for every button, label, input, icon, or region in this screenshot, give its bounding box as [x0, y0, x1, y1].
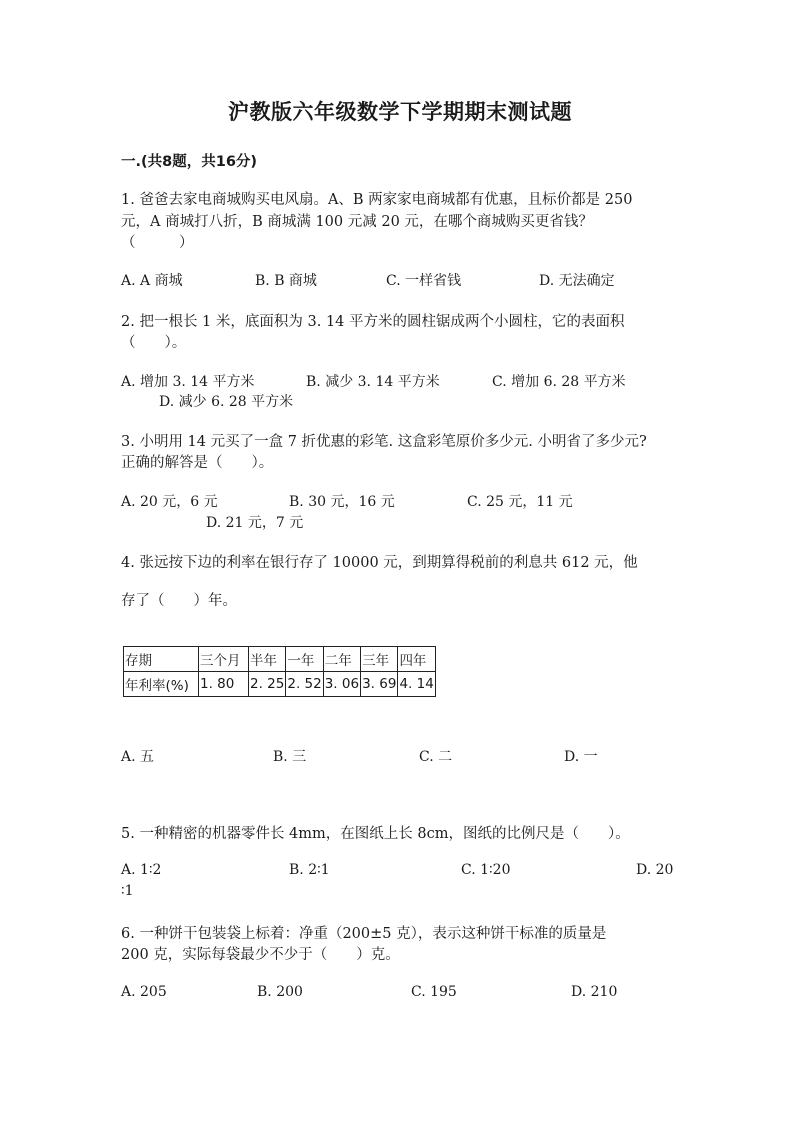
q2-option-b: B. 减少 3. 14 平方米: [306, 374, 440, 390]
q3-option-c: C. 25 元，11 元: [467, 494, 573, 510]
q4-text-line-1: 4. 张远按下边的利率在银行存了 10000 元，到期算得税前的利息共 612 元，他: [121, 555, 638, 571]
table-cell: 年利率(%): [124, 672, 199, 697]
q6-option-d: D. 210: [571, 984, 618, 1000]
q1-option-d: D. 无法确定: [539, 273, 615, 289]
q2-option-a: A. 增加 3. 14 平方米: [121, 374, 255, 390]
q5-option-d-continued: ∶1: [121, 883, 134, 899]
q4-option-b: B. 三: [273, 749, 307, 765]
table-header-cell: 三年: [361, 647, 398, 672]
q1-text-line-3: （ ）: [121, 235, 194, 251]
q3-option-d: D. 21 元，7 元: [206, 515, 304, 531]
q1-text-line-2: 元，A 商城打八折，B 商城满 100 元减 20 元，在哪个商城购买更省钱？: [121, 214, 593, 230]
q6-option-a: A. 205: [121, 984, 167, 1000]
q6-text-line-2: 200 克，实际每袋最少不少于（ ）克。: [121, 947, 400, 963]
q4-option-d: D. 一: [564, 749, 598, 765]
q1-option-c: C. 一样省钱: [386, 273, 462, 289]
q3-option-a: A. 20 元，6 元: [121, 494, 218, 510]
table-cell: 2. 52: [286, 672, 323, 697]
q1-text-line-1: 1. 爸爸去家电商城购买电风扇。A、B 两家家电商城都有优惠，且标价都是 250: [121, 192, 633, 208]
q3-text-line-2: 正确的解答是（ ）。: [121, 455, 274, 471]
q1-option-a: A. A 商城: [121, 273, 183, 289]
table-header-cell: 四年: [398, 647, 435, 672]
table-cell: 3. 06: [323, 672, 360, 697]
table-cell: 3. 69: [361, 672, 398, 697]
q4-option-c: C. 二: [419, 749, 453, 765]
q1-option-b: B. B 商城: [255, 273, 317, 289]
table-row: [124, 672, 436, 697]
q2-option-d: D. 减少 6. 28 平方米: [159, 394, 294, 410]
q3-text-line-1: 3. 小明用 14 元买了一盒 7 折优惠的彩笔. 这盒彩笔原价多少元. 小明省了多少元?: [121, 434, 647, 450]
q2-text-line-2: （ ）。: [121, 335, 187, 351]
q6-text-line-1: 6. 一种饼干包装袋上标着：净重（200±5 克），表示这种饼干标准的质量是: [121, 926, 607, 942]
q5-option-d: D. 20: [636, 862, 674, 878]
q2-option-c: C. 增加 6. 28 平方米: [492, 374, 626, 390]
interest-rate-table: [123, 646, 436, 697]
q5-option-a: A. 1∶2: [121, 862, 162, 878]
table-cell: 1. 80: [199, 672, 249, 697]
table-row: [124, 647, 436, 672]
q2-text-line-1: 2. 把一根长 1 米，底面积为 3. 14 平方米的圆柱锯成两个小圆柱，它的表面积: [121, 314, 625, 330]
q6-option-c: C. 195: [411, 984, 457, 1000]
page-title: 沪教版六年级数学下学期期末测试题: [228, 100, 572, 124]
table-header-cell: 存期: [124, 647, 199, 672]
q4-option-a: A. 五: [121, 749, 155, 765]
q5-option-b: B. 2∶1: [289, 862, 330, 878]
table-cell: 2. 25: [249, 672, 286, 697]
q6-option-b: B. 200: [257, 984, 303, 1000]
table-cell: 4. 14: [398, 672, 435, 697]
q5-option-c: C. 1∶20: [461, 862, 511, 878]
section-heading: 一.(共8题，共16分): [121, 154, 258, 170]
table-header-cell: 三个月: [199, 647, 249, 672]
q5-text-line-1: 5. 一种精密的机器零件长 4mm，在图纸上长 8cm，图纸的比例尺是（ ）。: [121, 826, 630, 842]
table-header-cell: 一年: [286, 647, 323, 672]
q4-text-line-2: 存了（ ）年。: [121, 593, 237, 609]
table-header-cell: 半年: [249, 647, 286, 672]
table-header-cell: 二年: [323, 647, 360, 672]
q3-option-b: B. 30 元，16 元: [289, 494, 395, 510]
